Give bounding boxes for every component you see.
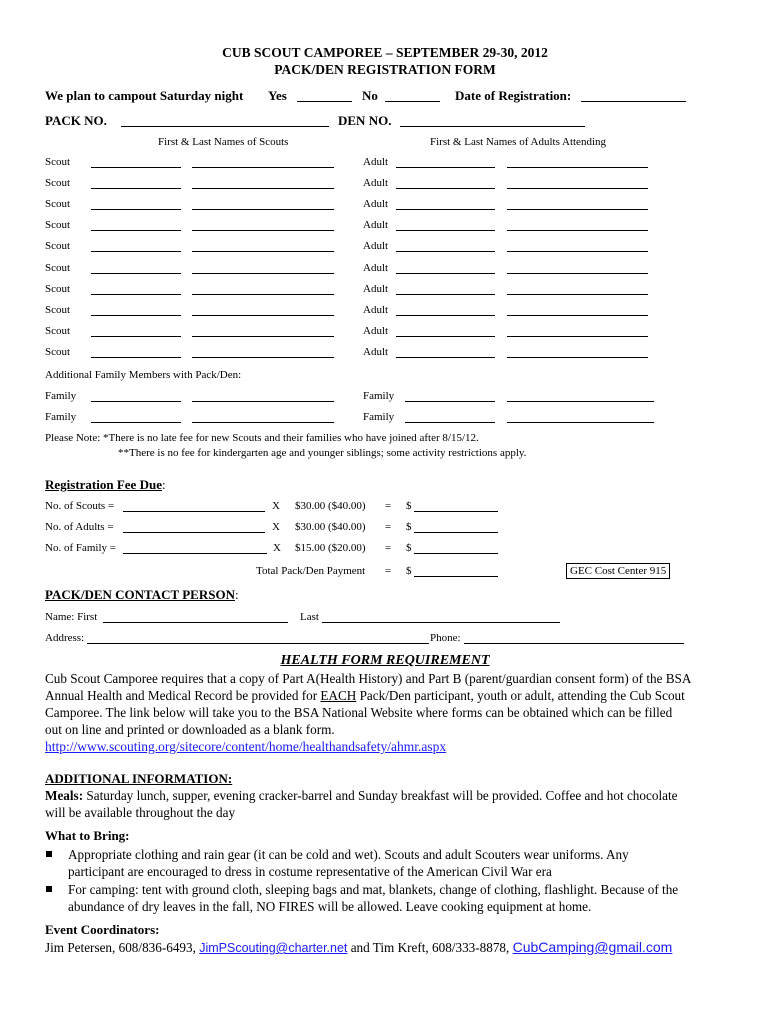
scout-first-name-field[interactable]: [91, 167, 181, 168]
adult-last-name-field[interactable]: [507, 294, 648, 295]
note-line-1: Please Note: *There is no late fee for new Scouts and their families who have joined after 8/15/12.: [45, 432, 479, 444]
total-payment-label: Total Pack/Den Payment: [256, 565, 366, 577]
yes-field[interactable]: [297, 101, 352, 102]
health-text-line-3: Camporee. The link below will take you to the BSA National Website where forms can be obtained which can be filled: [45, 705, 673, 720]
last-name-field[interactable]: [322, 622, 560, 623]
meals-line-1: Meals: Saturday lunch, supper, evening cracker-barrel and Sunday breakfast will be provided. Coffee and hot chocolate: [45, 788, 678, 803]
scout-label: Scout: [45, 219, 71, 232]
family-last-name-field[interactable]: [192, 401, 334, 402]
scout-label: Scout: [45, 303, 71, 316]
adult-label: Adult: [363, 303, 389, 316]
family-count-field[interactable]: [123, 553, 267, 554]
scouts-price: $30.00 ($40.00): [295, 500, 366, 512]
dollar-sign: $: [406, 565, 412, 577]
adult-label: Adult: [363, 156, 389, 168]
family-first-name-field[interactable]: [405, 401, 495, 402]
adults-count-field[interactable]: [123, 532, 265, 533]
date-label: Date of Registration:: [455, 88, 572, 103]
bring-item-1-line-1: Appropriate clothing and rain gear (it can be cold and wet). Scouts and adult Scouters wear uniforms. Any: [68, 847, 629, 862]
scout-label: Scout: [45, 240, 71, 253]
scouts-total-field[interactable]: [414, 511, 498, 512]
adult-first-name-field[interactable]: [396, 273, 495, 274]
first-name-label: Name: First: [45, 611, 98, 623]
scout-first-name-field[interactable]: [91, 273, 181, 274]
scout-last-name-field[interactable]: [192, 336, 334, 337]
scout-label: Scout: [45, 282, 71, 295]
coordinators-heading: Event Coordinators:: [45, 922, 160, 937]
adult-label: Adult: [363, 219, 389, 232]
health-text-line-1: Cub Scout Camporee requires that a copy of Part A(Health History) and Part B (parent/guardian consent form) of the BSA: [45, 671, 692, 686]
scout-last-name-field[interactable]: [192, 273, 334, 274]
additional-family-label: Additional Family Members with Pack/Den:: [45, 369, 242, 381]
adult-first-name-field[interactable]: [396, 315, 495, 316]
scouts-count-field[interactable]: [123, 511, 265, 512]
address-label: Address:: [45, 632, 85, 644]
phone-label: Phone:: [430, 632, 461, 644]
adult-label: Adult: [363, 261, 389, 274]
scout-label: Scout: [45, 177, 71, 190]
scout-first-name-field[interactable]: [91, 230, 181, 231]
phone-field[interactable]: [464, 643, 684, 644]
campout-question: We plan to campout Saturday night: [45, 88, 244, 103]
adult-last-name-field[interactable]: [507, 357, 648, 358]
adult-label: Adult: [363, 282, 389, 295]
scouts-count-label: No. of Scouts =: [45, 500, 115, 512]
family-count-label: No. of Family =: [45, 542, 116, 554]
family-label: Family: [363, 390, 395, 402]
scout-last-name-field[interactable]: [192, 209, 334, 210]
den-field[interactable]: [400, 126, 585, 127]
first-name-field[interactable]: [103, 622, 288, 623]
adult-first-name-field[interactable]: [396, 188, 495, 189]
adult-first-name-field[interactable]: [396, 230, 495, 231]
equals-sign: =: [385, 521, 392, 533]
dollar-sign: $: [406, 521, 412, 533]
additional-info-heading: ADDITIONAL INFORMATION:: [45, 771, 233, 786]
family-total-field[interactable]: [414, 553, 498, 554]
total-payment-field[interactable]: [414, 576, 498, 577]
adult-first-name-field[interactable]: [396, 357, 495, 358]
scout-label: Scout: [45, 198, 71, 211]
adult-first-name-field[interactable]: [396, 336, 495, 337]
scouts-column-header: First & Last Names of Scouts: [158, 136, 289, 148]
bullet-icon: [46, 851, 52, 857]
adult-last-name-field[interactable]: [507, 188, 648, 189]
adult-last-name-field[interactable]: [507, 315, 648, 316]
pack-field[interactable]: [121, 126, 329, 127]
last-name-label: Last: [300, 611, 319, 623]
scout-first-name-field[interactable]: [91, 336, 181, 337]
health-text-line-2: Annual Health and Medical Record be provided for EACH Pack/Den participant, youth or adult, attending the Cub Scout: [45, 688, 685, 703]
times-sign: X: [272, 500, 280, 512]
scout-first-name-field[interactable]: [91, 209, 181, 210]
scout-first-name-field[interactable]: [91, 251, 181, 252]
times-sign: X: [272, 521, 280, 533]
adult-label: Adult: [363, 240, 389, 253]
times-sign: X: [273, 542, 281, 554]
bullet-icon: [46, 886, 52, 892]
family-last-name-field[interactable]: [192, 422, 334, 423]
scout-last-name-field[interactable]: [192, 315, 334, 316]
contact-heading: PACK/DEN CONTACT PERSON:: [45, 587, 239, 602]
family-last-name-field[interactable]: [507, 401, 654, 402]
equals-sign: =: [385, 542, 392, 554]
bring-item-2-line-1: For camping: tent with ground cloth, sleeping bags and mat, blankets, change of clothing, flashlight. Because of the: [68, 882, 679, 897]
tim-email-link[interactable]: CubCamping@gmail.com: [512, 939, 673, 955]
adult-label: Adult: [363, 324, 389, 337]
adult-last-name-field[interactable]: [507, 230, 648, 231]
adult-last-name-field[interactable]: [507, 167, 648, 168]
coordinators-line: Jim Petersen, 608/836-6493, JimPScouting@charter.net and Tim Kreft, 608/333-8878, CubCamping@gmail.com: [45, 939, 673, 955]
form-title: CUB SCOUT CAMPOREE – SEPTEMBER 29-30, 2012: [222, 45, 548, 60]
scout-last-name-field[interactable]: [192, 230, 334, 231]
scout-first-name-field[interactable]: [91, 294, 181, 295]
scout-last-name-field[interactable]: [192, 294, 334, 295]
adult-last-name-field[interactable]: [507, 251, 648, 252]
health-form-link[interactable]: http://www.scouting.org/sitecore/content/home/healthandsafety/ahmr.aspx: [45, 739, 447, 754]
adult-first-name-field[interactable]: [396, 294, 495, 295]
adults-column-header: First & Last Names of Adults Attending: [430, 136, 606, 148]
adults-count-label: No. of Adults =: [45, 521, 114, 533]
adult-first-name-field[interactable]: [396, 167, 495, 168]
health-heading: HEALTH FORM REQUIREMENT: [280, 653, 490, 668]
den-label: DEN NO.: [338, 113, 392, 128]
pack-label: PACK NO.: [45, 113, 107, 128]
scout-label: Scout: [45, 156, 71, 168]
date-field[interactable]: [581, 101, 686, 102]
family-label: Family: [45, 390, 77, 402]
bring-item-2-line-2: abundance of dry leaves in the fall, NO FIRES will be allowed. Leave cooking equipment at home.: [68, 899, 592, 914]
what-to-bring-heading: What to Bring:: [45, 828, 130, 843]
dollar-sign: $: [406, 500, 412, 512]
no-label: No: [362, 88, 378, 103]
meals-line-2: will be available throughout the day: [45, 805, 236, 820]
family-label: Family: [363, 411, 395, 423]
scout-first-name-field[interactable]: [91, 315, 181, 316]
scout-label: Scout: [45, 324, 71, 337]
form-subtitle: PACK/DEN REGISTRATION FORM: [274, 62, 496, 77]
fee-heading: Registration Fee Due:: [45, 477, 166, 492]
adults-total-field[interactable]: [414, 532, 498, 533]
adults-price: $30.00 ($40.00): [295, 521, 366, 533]
yes-label: Yes: [268, 88, 287, 103]
equals-sign: =: [385, 500, 392, 512]
health-text-line-4: out on line and printed or downloaded as a blank form.: [45, 722, 335, 737]
adult-first-name-field[interactable]: [396, 251, 495, 252]
adult-label: Adult: [363, 198, 389, 211]
jim-email-link[interactable]: JimPScouting@charter.net: [199, 941, 348, 955]
scout-label: Scout: [45, 261, 71, 274]
dollar-sign: $: [406, 542, 412, 554]
family-label: Family: [45, 411, 77, 423]
adult-label: Adult: [363, 345, 389, 358]
cost-center-box: GEC Cost Center 915: [566, 563, 670, 579]
equals-sign: =: [385, 565, 392, 577]
adult-first-name-field[interactable]: [396, 209, 495, 210]
bring-item-1-line-2: participant are encouraged to dress in costume representative of the American Civil War era: [68, 864, 552, 879]
address-field[interactable]: [87, 643, 429, 644]
scout-first-name-field[interactable]: [91, 188, 181, 189]
scout-last-name-field[interactable]: [192, 188, 334, 189]
scout-last-name-field[interactable]: [192, 357, 334, 358]
family-first-name-field[interactable]: [91, 401, 181, 402]
adult-label: Adult: [363, 177, 389, 190]
family-price: $15.00 ($20.00): [295, 542, 366, 554]
family-last-name-field[interactable]: [507, 422, 654, 423]
family-first-name-field[interactable]: [405, 422, 495, 423]
adult-last-name-field[interactable]: [507, 209, 648, 210]
scout-last-name-field[interactable]: [192, 167, 334, 168]
scout-label: Scout: [45, 345, 71, 358]
scout-last-name-field[interactable]: [192, 251, 334, 252]
adult-last-name-field[interactable]: [507, 273, 648, 274]
family-first-name-field[interactable]: [91, 422, 181, 423]
no-field[interactable]: [385, 101, 440, 102]
adult-last-name-field[interactable]: [507, 336, 648, 337]
scout-first-name-field[interactable]: [91, 357, 181, 358]
note-line-2: **There is no fee for kindergarten age and younger siblings; some activity restrictions apply.: [118, 447, 527, 459]
